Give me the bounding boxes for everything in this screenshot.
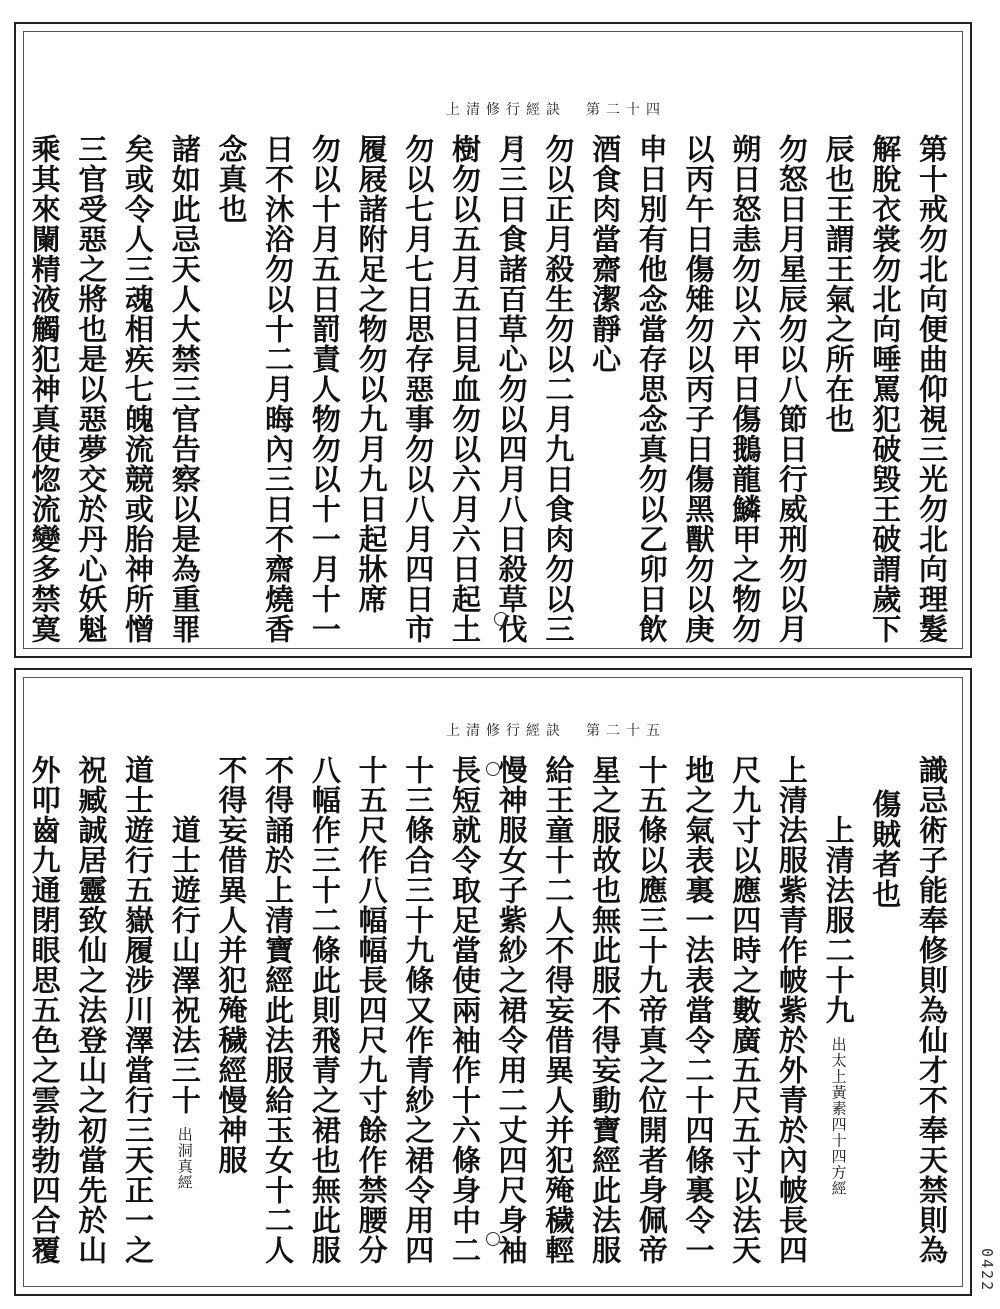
text-column: 朔日怒恚勿以六甲日傷鵝龍鱗甲之物勿 — [728, 134, 763, 644]
text-column: 八幅作三十二條此則飛青之裙也無此服 — [307, 755, 342, 1265]
section-title-column — [820, 755, 867, 1285]
text-column: 地之氣表裏一法表當令二十四條裏令一 — [681, 755, 716, 1265]
text-column: 辰也王謂王氣之所在也 — [821, 134, 856, 434]
text-column: 給王童十二人不得妄借異人并犯殗穢輕 — [541, 755, 576, 1265]
text-column: 祝臧誠居靈致仙之法登山之初當先於山 — [74, 755, 109, 1265]
text-column: 矣或令人三魂相疾七魄流競或胎神所憎 — [121, 134, 156, 644]
text-column: 十三條合三十九條又作青紗之裙令用四 — [401, 755, 436, 1265]
text-column: 不得誦於上清寶經此法服給玉女十二人 — [261, 755, 296, 1265]
text-columns — [26, 134, 960, 644]
punctuation-circle — [494, 612, 508, 626]
text-column: 乘其來闌精液觸犯神真使惚流變多禁寞 — [27, 134, 62, 644]
text-column: 月三日食諸百草心勿以四月八日殺草伐 — [494, 134, 529, 644]
punctuation-circle — [486, 1232, 500, 1246]
section-title: 道士遊行山澤祝法三十 — [167, 815, 202, 1115]
section-title: 上清法服二十九 — [821, 815, 856, 1025]
text-column: 傷賊者也 — [868, 789, 903, 909]
text-column: 道士遊行五嶽履涉川澤當行三天正一之 — [121, 755, 156, 1265]
text-column: 以丙午日傷雉勿以丙子日傷黑獸勿以庚 — [681, 134, 716, 644]
text-column: 尺九寸以應四時之數廣五尺五寸以法天 — [728, 755, 763, 1265]
punctuation-circle — [486, 762, 500, 776]
page-panel-top — [14, 22, 972, 658]
text-column: 勿以七月七日思存惡事勿以八月四日市 — [401, 134, 436, 644]
text-columns — [26, 755, 960, 1285]
text-column: 勿以十月五日罰責人物勿以十一月十一 — [307, 134, 342, 644]
page-header: 上清修行經訣 第二十五 — [446, 723, 666, 739]
section-title-column — [166, 755, 213, 1285]
text-column: 十五條以應三十九帝真之位開者身佩帝 — [634, 755, 669, 1265]
text-column: 諸如此忌天人大禁三官告察以是為重罪 — [167, 134, 202, 644]
text-column: 外叩齒九通閉眼思五色之雲勃勃四合覆 — [27, 755, 62, 1265]
text-column: 樹勿以五月五日見血勿以六月六日起土 — [447, 134, 482, 644]
punctuation-circle — [508, 140, 522, 154]
text-column: 上清法服紫青作帔紫於外青於內帔長四 — [774, 755, 809, 1265]
source-annotation: 出太上黃素四十四方經 — [829, 1036, 848, 1197]
text-column: 念真也 — [214, 134, 249, 224]
text-column: 慢神服女子紫紗之裙令用二丈四尺身袖 — [494, 755, 529, 1265]
text-column: 酒食肉當齋潔靜心 — [588, 134, 623, 374]
text-column: 勿以正月殺生勿以二月九日食肉勿以三 — [541, 134, 576, 644]
text-column: 三官受惡之將也是以惡夢交於丹心妖魁 — [74, 134, 109, 644]
text-column: 勿怒日月星辰勿以八節日行威刑勿以月 — [774, 134, 809, 644]
page-number: 0422 — [978, 1248, 996, 1293]
source-annotation: 出洞真經 — [175, 1126, 194, 1191]
text-column: 十五尺作八幅幅長四尺九寸餘作禁腰分 — [354, 755, 389, 1265]
text-column: 長短就令取足當使兩袖作十六條身中二 — [447, 755, 482, 1265]
text-column: 不得妄借異人并犯殗穢經慢神服 — [214, 755, 249, 1175]
text-column: 日不沐浴勿以十二月晦內三日不齋燒香 — [261, 134, 296, 644]
text-column: 識忌術子能奉修則為仙才不奉天禁則為 — [915, 755, 949, 1265]
text-column: 第十戒勿北向便曲仰視三光勿北向理髮 — [915, 134, 949, 644]
page-header: 上清修行經訣 第二十四 — [446, 102, 666, 118]
text-column: 解脫衣裳勿北向唾罵犯破毀王破謂歲下 — [868, 134, 903, 644]
text-column: 星之服故也無此服不得妄動寶經此法服 — [588, 755, 623, 1265]
text-column: 申日別有他念當存思念真勿以乙卯日飲 — [634, 134, 669, 644]
text-column: 履屐諸附足之物勿以九月九日起牀席 — [354, 134, 389, 614]
